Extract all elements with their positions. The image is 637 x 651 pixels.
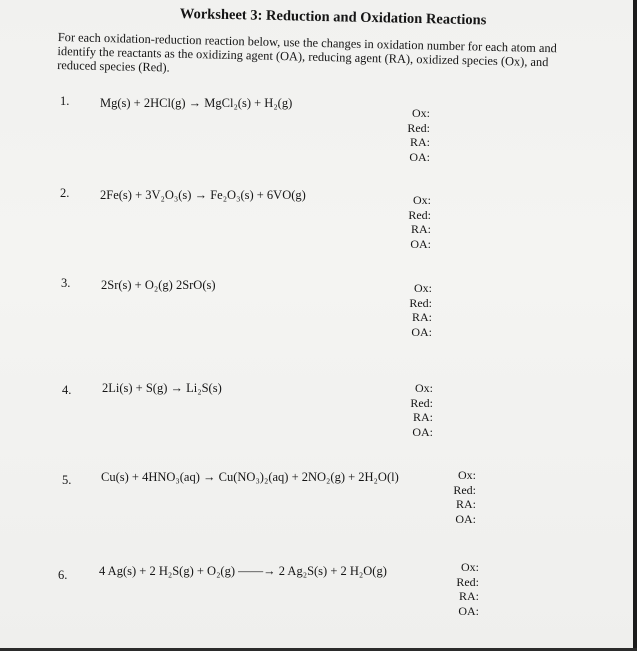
- label-oa: OA:: [411, 324, 432, 339]
- problem-equation-6: 4 Ag(s) + 2 H₂S(g) + O₂(g) ——→ 2 Ag₂S(s) + 2 H₂O(g): [99, 564, 387, 578]
- label-ox: Ox:: [461, 560, 479, 574]
- problem-equation-4: 2Li(s) + S(g) → Li₂S(s): [102, 381, 222, 395]
- label-ra: RA:: [412, 410, 433, 424]
- problem-equation-1: Mg(s) + 2HCl(g) → MgCl₂(s) + H₂(g): [100, 96, 293, 110]
- page-edge-shadow: [633, 0, 637, 651]
- answer-labels-4: [406, 381, 433, 439]
- problem-number-1: 1.: [60, 94, 70, 108]
- label-ox: Ox:: [412, 106, 430, 120]
- label-ra: RA:: [409, 135, 430, 149]
- problem-number-2: 2.: [60, 186, 70, 200]
- problem-number-5: 5.: [62, 473, 72, 487]
- label-ox: Ox:: [414, 281, 432, 295]
- label-oa: OA:: [410, 236, 431, 251]
- answer-labels-6: [451, 560, 479, 618]
- label-ra: RA:: [410, 222, 431, 236]
- label-red: Red:: [453, 482, 476, 497]
- label-red: Red:: [456, 574, 479, 589]
- label-oa: OA:: [412, 424, 433, 439]
- label-ox: Ox:: [458, 468, 476, 482]
- problem-equation-3: 2Sr(s) + O₂(g) 2SrO(s): [101, 278, 216, 292]
- problem-number-4: 4.: [62, 383, 72, 397]
- problem-number-3: 3.: [61, 276, 71, 290]
- label-ra: RA:: [411, 310, 432, 324]
- answer-labels-1: [404, 106, 430, 164]
- label-ra: RA:: [458, 589, 479, 603]
- label-red: Red:: [410, 395, 433, 410]
- label-ox: Ox:: [413, 193, 431, 207]
- problem-equation-2: 2Fe(s) + 3V₂O₃(s) → Fe₂O₃(s) + 6VO(g): [100, 188, 306, 202]
- label-red: Red:: [409, 295, 432, 310]
- answer-labels-5: [448, 468, 476, 526]
- answer-labels-3: [405, 281, 432, 339]
- label-ox: Ox:: [415, 381, 433, 395]
- label-oa: OA:: [458, 603, 479, 618]
- worksheet-title: Worksheet 3: Reduction and Oxidation Reactions: [179, 6, 487, 29]
- label-red: Red:: [407, 120, 430, 135]
- instructions-paragraph: For each oxidation-reduction reaction below, use the changes in oxidation number for each atom and identify the reactants as the oxidizing agent (OA), reducing agent (RA), oxidized species (Ox), and reduced species (Red).: [57, 30, 558, 75]
- problem-number-6: 6.: [58, 568, 68, 582]
- label-ra: RA:: [455, 497, 476, 511]
- label-oa: OA:: [409, 149, 430, 164]
- label-red: Red:: [408, 207, 431, 222]
- label-oa: OA:: [455, 511, 476, 526]
- problem-equation-5: Cu(s) + 4HNO₃(aq) → Cu(NO₃)₂(aq) + 2NO₂(g) + 2H₂O(l): [101, 470, 399, 484]
- answer-labels-2: [405, 193, 431, 251]
